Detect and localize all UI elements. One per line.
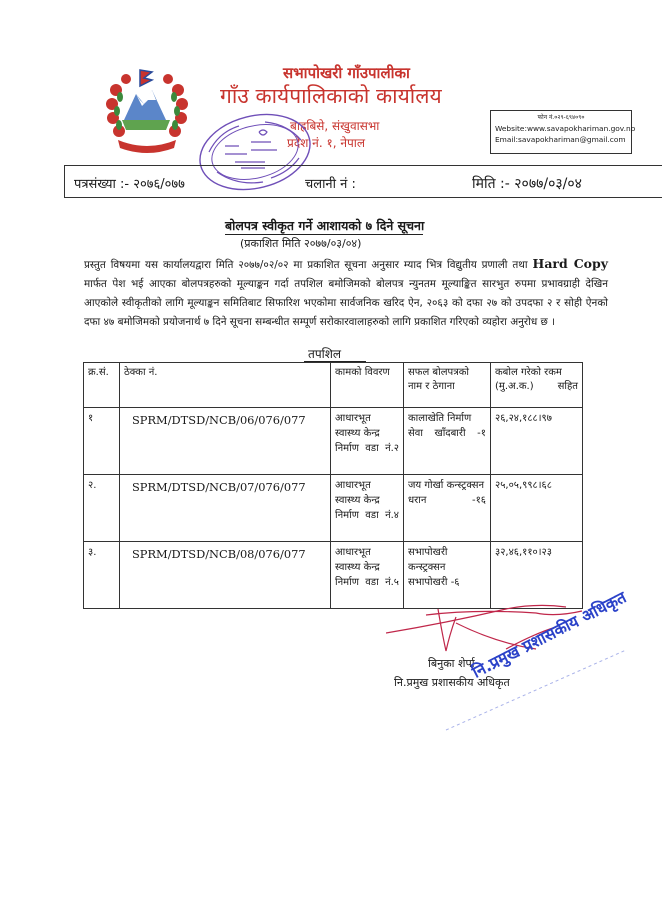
header-contract: ठेक्का नं. (120, 363, 331, 408)
province: प्रदेश नं. १, नेपाल (287, 136, 366, 150)
header-sn: क्र.सं. (84, 363, 120, 408)
published-date: (प्रकाशित मिति २०७७/०३/०४) (240, 237, 362, 250)
tapsil-heading: तपशिल (308, 347, 342, 361)
cell-sn: २. (84, 475, 120, 542)
cell-amount: २६,२४,१८८।९७ (491, 408, 583, 475)
cell-contract: SPRM/DTSD/NCB/08/076/077 (120, 542, 331, 609)
cell-bidder: जय गोर्खा कन्स्ट्रक्सन धरान -१६ (404, 475, 491, 542)
nepal-emblem-icon (104, 60, 190, 156)
cell-bidder: सभापोखरी कन्स्ट्रक्सन सभापोखरी -६ (404, 542, 491, 609)
header-amount: कबोल गरेको रकम (मु.अ.क.) सहित (491, 363, 583, 408)
cell-amount: ३२,४६,११०।२३ (491, 542, 583, 609)
cell-bidder: कालाखेति निर्माण सेवा खाँदबारी -१ (404, 408, 491, 475)
table-row (84, 408, 583, 475)
patra-sankhya: पत्रसंख्या :- २०७६/०७७ (74, 177, 185, 192)
signatory-title: नि.प्रमुख प्रशासकीय अधिकृत (394, 676, 510, 689)
header-work: कामको विवरण (331, 363, 404, 408)
cell-work: आधारभूत स्वास्थ्य केन्द्र निर्माण वडा नं.२ (331, 408, 404, 475)
bid-table (83, 362, 583, 609)
office-name: गाँउ कार्यपालिकाको कार्यालय (220, 84, 442, 108)
notice-title: बोलपत्र स्वीकृत गर्ने आशायको ७ दिने सूचना (225, 218, 425, 233)
table-row (84, 542, 583, 609)
contact-box (490, 110, 636, 154)
address: बाह्रबिसे, संखुवासभा (290, 119, 380, 133)
body-hard-copy: Hard Copy (532, 256, 608, 271)
cell-amount: २५,०५,९९८।६८ (491, 475, 583, 542)
header-bidder: सफल बोलपत्रको नाम र ठेगाना (404, 363, 491, 408)
cell-contract: SPRM/DTSD/NCB/06/076/077 (120, 408, 331, 475)
phone-number: फोन नं.०२९-६९४०९० (537, 114, 585, 121)
cell-work: आधारभूत स्वास्थ्य केन्द्र निर्माण वडा नं.४ (331, 475, 404, 542)
body-part-2: मार्फत पेश भई आएका बोलपत्रहरुको मूल्याङ्कन गर्दा तपशिल बमोजिमको बोलपत्र न्युनतम मूल्याङ्कित सारभुत रुपमा प्रभावग्राही देखिन आएकोले स्वीकृतीको लागि मूल्याङ्कन समितिबाट सिफारिश भएकोमा सार्वजनिक खरिद ऐन, २०६३ को दफा २७ को उपदफा २ र सोही ऐनको दफा ४७ बमोजिमको प्रयोजनार्थ ७ दिने सूचना सम्बन्धीत सम्पूर्ण सरोकारवालाहरुको लागि प्रकाशित गरिएको व्यहोरा अनुरोध छ । (84, 278, 608, 328)
notice-body (84, 254, 608, 332)
website: Website:www.savapokhariman.gov.np (495, 124, 636, 133)
cell-sn: १ (84, 408, 120, 475)
table-row (84, 475, 583, 542)
table-header-row (84, 363, 583, 408)
signatory-name: बिनुका शेर्पा (428, 657, 475, 670)
cell-contract: SPRM/DTSD/NCB/07/076/077 (120, 475, 331, 542)
chalani-number: चलानी नं : (305, 177, 356, 192)
org-name: सभापोखरी गाँउपालीका (283, 64, 410, 82)
stamp-label: नि.प्रमुख प्रशासकीय अधिकृत (468, 587, 630, 682)
title-underline (225, 234, 423, 235)
cell-sn: ३. (84, 542, 120, 609)
cell-work: आधारभूत स्वास्थ्य केन्द्र निर्माण वडा नं.५ (331, 542, 404, 609)
email: Email:savapokhariman@gmail.com (495, 135, 626, 144)
body-part-1: प्रस्तुत विषयमा यस कार्यालयद्वारा मिति २०७७/०२/०२ मा प्रकाशित सूचना अनुसार म्याद भित्र विद्युतीय प्रणाली तथा (84, 259, 533, 271)
designation-stamp (440, 640, 640, 750)
date: मिति :- २०७७/०३/०४ (472, 176, 582, 192)
